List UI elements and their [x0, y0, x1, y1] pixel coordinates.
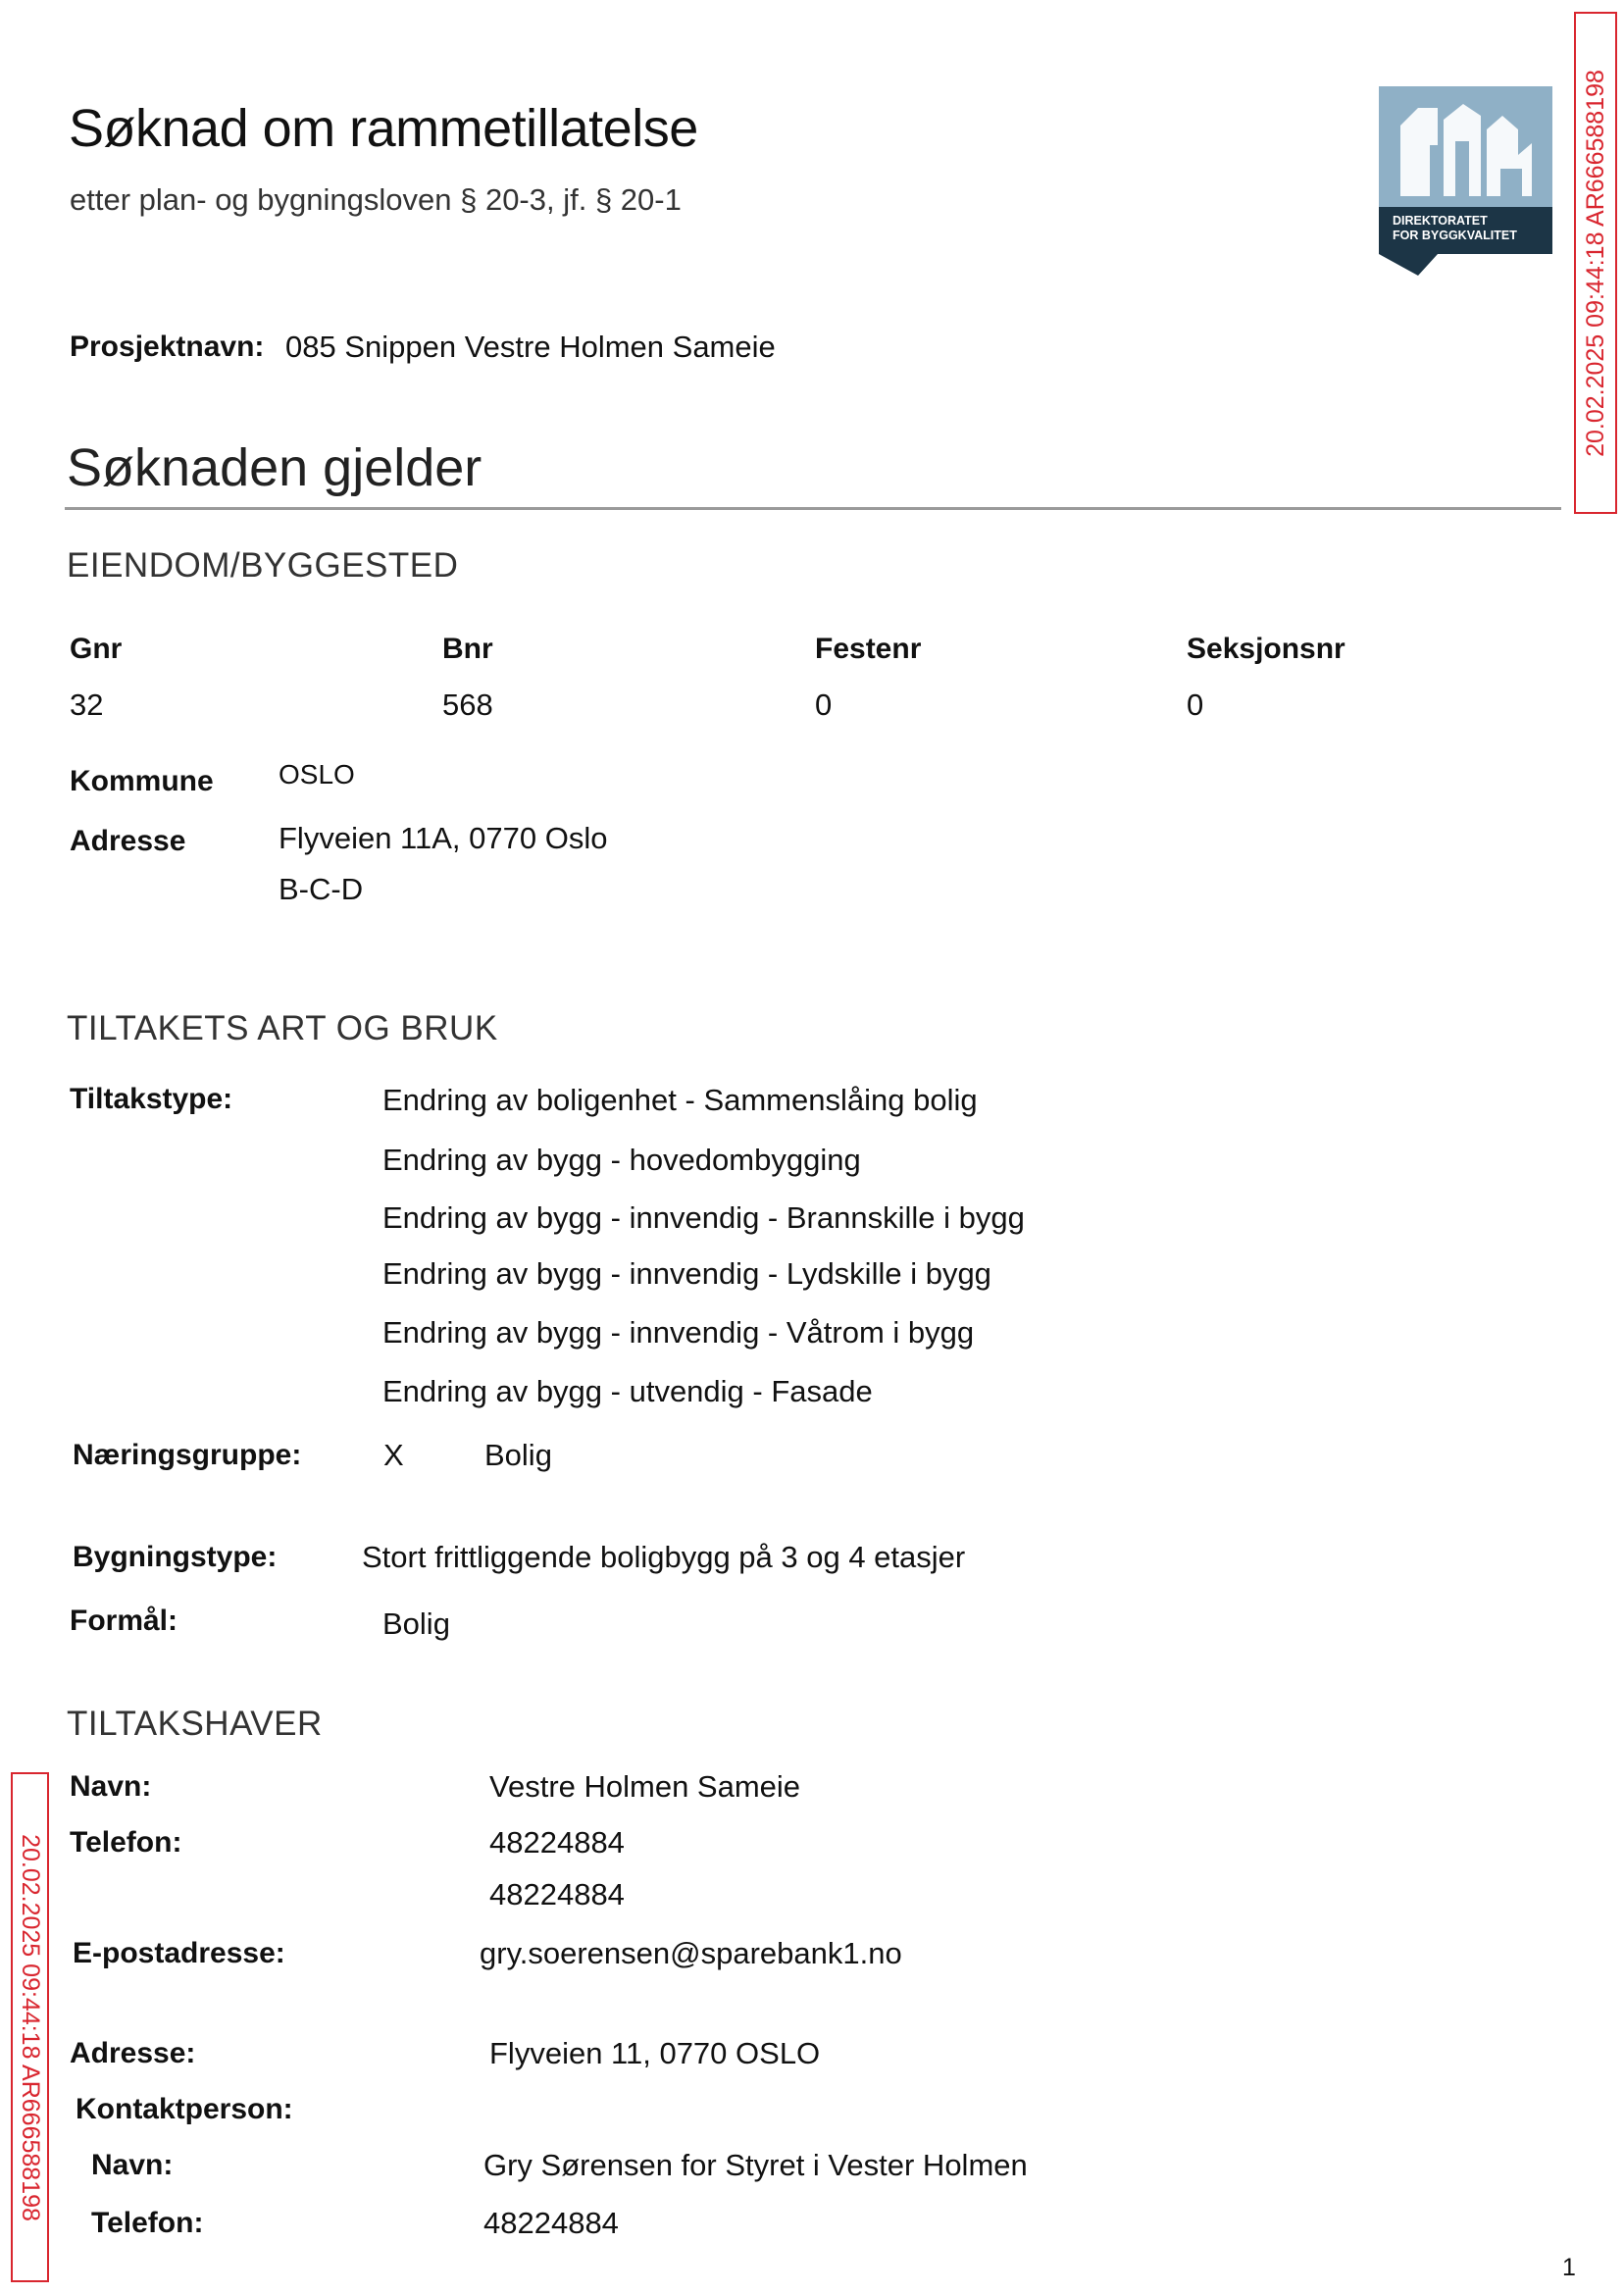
document-subtitle: etter plan- og bygningsloven § 20-3, jf. § 20-1	[70, 182, 682, 217]
seksjonsnr-value: 0	[1187, 688, 1204, 722]
dibk-logo-icon	[1379, 86, 1552, 207]
festenr-value: 0	[815, 688, 833, 722]
applicant-telefon-value: 48224884	[489, 1825, 625, 1860]
applicant-navn-value: Vestre Holmen Sameie	[489, 1769, 801, 1804]
formal-label: Formål:	[70, 1605, 178, 1637]
tiltakstype-item: Endring av bygg - innvendig - Våtrom i bygg	[382, 1315, 975, 1350]
tiltakstype-label: Tiltakstype:	[70, 1083, 233, 1115]
applicant-navn-label: Navn:	[70, 1770, 152, 1803]
tiltakstype-item: Endring av bygg - hovedombygging	[382, 1143, 861, 1177]
festenr-label: Festenr	[815, 633, 922, 665]
bygningstype-label: Bygningstype:	[73, 1541, 278, 1573]
logo-line-1: DIREKTORATET	[1393, 214, 1488, 228]
naeringsgruppe-label: Næringsgruppe:	[73, 1439, 302, 1471]
property-heading: EIENDOM/BYGGESTED	[67, 546, 459, 585]
tiltakstype-item: Endring av bygg - utvendig - Fasade	[382, 1374, 873, 1408]
dibk-logo	[1379, 86, 1552, 275]
stamp-text: 20.02.2025 09:44:18 AR666588198	[17, 1833, 44, 2221]
kontakt-telefon-value: 48224884	[483, 2206, 619, 2240]
applicant-epost-value: gry.soerensen@sparebank1.no	[480, 1936, 902, 1970]
section-divider	[65, 507, 1561, 510]
document-title: Søknad om rammetillatelse	[69, 99, 698, 158]
bnr-value: 568	[442, 688, 493, 722]
page-number: 1	[1562, 2254, 1576, 2281]
applicant-telefon-value: 48224884	[489, 1877, 625, 1912]
tiltakstype-item: Endring av bygg - innvendig - Brannskille i bygg	[382, 1200, 1025, 1235]
applicant-epost-label: E-postadresse:	[73, 1937, 285, 1969]
kommune-label: Kommune	[70, 765, 214, 797]
gnr-label: Gnr	[70, 633, 123, 665]
logo-ribbon-tail	[1379, 254, 1438, 276]
applicant-adresse-value: Flyveien 11, 0770 OSLO	[489, 2036, 821, 2070]
project-label: Prosjektnavn:	[70, 331, 265, 363]
naeringsgruppe-code: X	[383, 1438, 404, 1472]
kontakt-telefon-label: Telefon:	[91, 2207, 204, 2239]
applicant-adresse-label: Adresse:	[70, 2037, 196, 2069]
kommune-value: OSLO	[279, 759, 355, 790]
adresse-label: Adresse	[70, 825, 186, 857]
kontakt-navn-label: Navn:	[91, 2149, 174, 2181]
kontakt-navn-value: Gry Sørensen for Styret i Vester Holmen	[483, 2148, 1028, 2182]
tiltakstype-item: Endring av bygg - innvendig - Lydskille i bygg	[382, 1256, 991, 1291]
project-value: 085 Snippen Vestre Holmen Sameie	[285, 330, 776, 364]
tiltakstype-item: Endring av boligenhet - Sammenslåing bolig	[382, 1083, 978, 1117]
formal-value: Bolig	[382, 1606, 450, 1641]
applicant-heading: TILTAKSHAVER	[67, 1705, 323, 1743]
applicant-telefon-label: Telefon:	[70, 1826, 182, 1859]
receipt-stamp-bottom	[11, 1772, 49, 2282]
bygningstype-value: Stort frittliggende boligbygg på 3 og 4 etasjer	[362, 1540, 966, 1574]
dibk-logo-wordmark	[1379, 207, 1552, 254]
measure-heading: TILTAKETS ART OG BRUK	[67, 1009, 498, 1047]
seksjonsnr-label: Seksjonsnr	[1187, 633, 1345, 665]
receipt-stamp-top	[1574, 12, 1617, 514]
gnr-value: 32	[70, 688, 104, 722]
logo-line-2: FOR BYGGKVALITET	[1393, 229, 1517, 242]
stamp-text: 20.02.2025 09:44:18 AR666588198	[1581, 69, 1609, 457]
bnr-label: Bnr	[442, 633, 493, 665]
naeringsgruppe-value: Bolig	[484, 1438, 552, 1472]
adresse-line-1: Flyveien 11A, 0770 Oslo	[279, 821, 608, 855]
kontaktperson-label: Kontaktperson:	[76, 2093, 293, 2125]
adresse-line-2: B-C-D	[279, 872, 364, 906]
section-title: Søknaden gjelder	[67, 438, 482, 497]
